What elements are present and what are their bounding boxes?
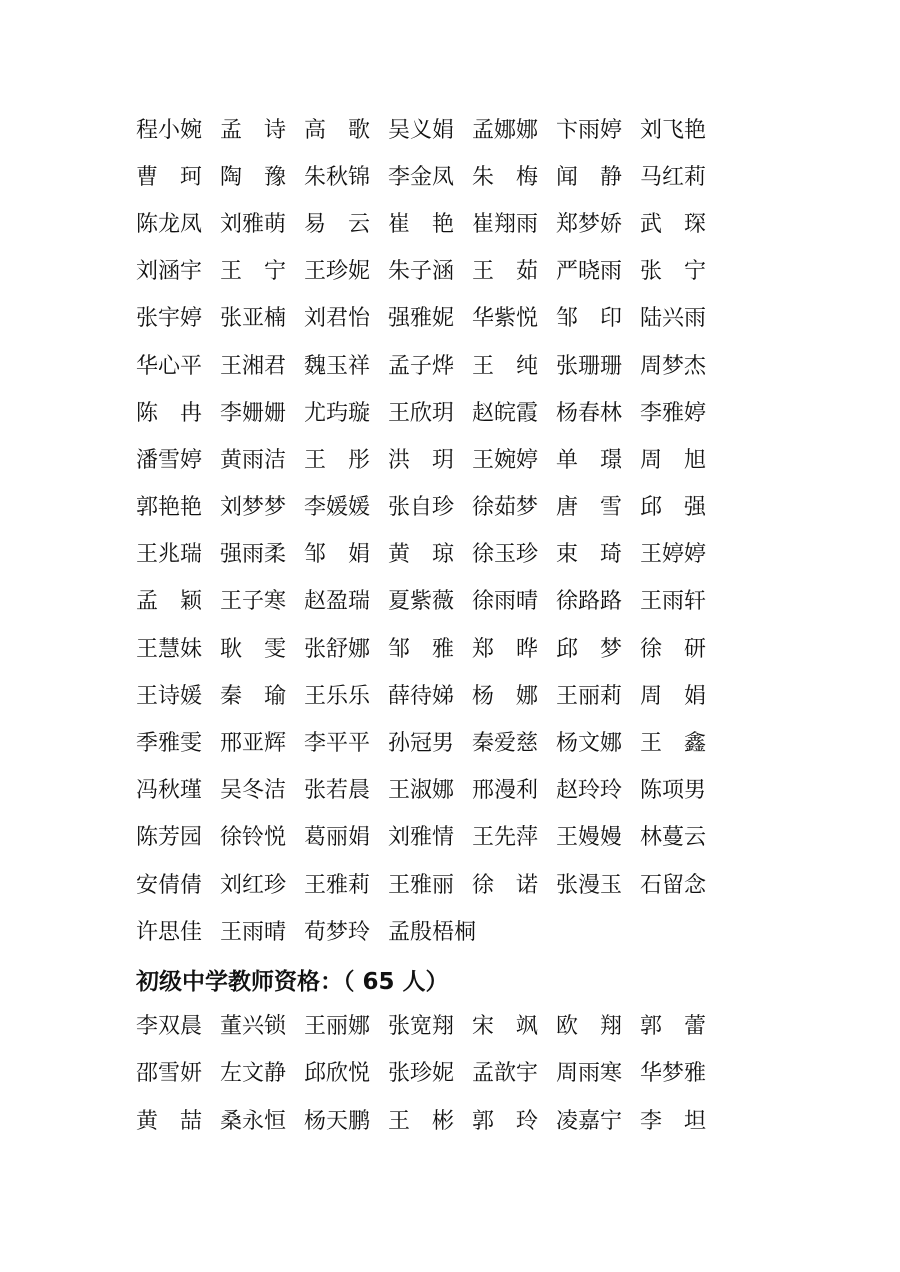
person-name: 石留念 (640, 872, 707, 898)
person-name: 张若晨 (304, 778, 371, 804)
person-name: 周 旭 (640, 447, 707, 473)
person-name: 王 彬 (388, 1108, 455, 1134)
name-row (136, 815, 736, 862)
person-name: 强雨柔 (220, 542, 287, 568)
person-name: 陈项男 (640, 778, 707, 804)
person-name: 邢亚辉 (220, 731, 287, 757)
person-name: 周梦杰 (640, 353, 707, 379)
person-name: 张珊珊 (556, 353, 623, 379)
person-name: 王雨晴 (220, 919, 287, 945)
person-name: 李雅婷 (640, 400, 707, 426)
person-name: 王子寒 (220, 589, 287, 615)
person-name: 武 琛 (640, 211, 707, 237)
person-name: 邵雪妍 (136, 1061, 203, 1087)
person-name: 张宇婷 (136, 306, 203, 332)
person-name: 林蔓云 (640, 825, 707, 851)
name-row (136, 154, 736, 201)
person-name: 王慧妹 (136, 636, 203, 662)
person-name: 杨文娜 (556, 731, 623, 757)
name-row (136, 1098, 736, 1145)
person-name: 华紫悦 (472, 306, 539, 332)
person-name: 华心平 (136, 353, 203, 379)
person-name: 朱子涵 (388, 259, 455, 285)
person-name: 郭艳艳 (136, 495, 203, 521)
person-name: 王雅丽 (388, 872, 455, 898)
person-name: 黄 喆 (136, 1108, 203, 1134)
person-name: 孟娜娜 (472, 117, 539, 143)
person-name: 郭 玲 (472, 1108, 539, 1134)
person-name: 王湘君 (220, 353, 287, 379)
person-name: 朱 梅 (472, 164, 539, 190)
person-name: 葛丽娟 (304, 825, 371, 851)
person-name: 王 纯 (472, 353, 539, 379)
person-name: 王丽莉 (556, 683, 623, 709)
person-name: 王 彤 (304, 447, 371, 473)
name-row (136, 768, 736, 815)
person-name: 郑 晔 (472, 636, 539, 662)
person-name: 陶 豫 (220, 164, 287, 190)
person-name: 荀梦玲 (304, 919, 371, 945)
name-row (136, 579, 736, 626)
name-row (136, 249, 736, 296)
person-name: 王淑娜 (388, 778, 455, 804)
person-name: 张亚楠 (220, 306, 287, 332)
document-page (136, 107, 736, 1145)
person-name: 王兆瑞 (136, 542, 203, 568)
person-name: 宋 飒 (472, 1014, 539, 1040)
person-name: 邹 雅 (388, 636, 455, 662)
person-name: 耿 雯 (220, 636, 287, 662)
person-name: 张宽翔 (388, 1014, 455, 1040)
person-name: 崔翔雨 (472, 211, 539, 237)
person-name: 徐铃悦 (220, 825, 287, 851)
person-name: 崔 艳 (388, 211, 455, 237)
person-name: 王雅莉 (304, 872, 371, 898)
person-name: 王婉婷 (472, 447, 539, 473)
person-name: 吴义娟 (388, 117, 455, 143)
person-name: 程小婉 (136, 117, 203, 143)
person-name: 桑永恒 (220, 1108, 287, 1134)
person-name: 徐雨晴 (472, 589, 539, 615)
person-name: 孟 诗 (220, 117, 287, 143)
person-name: 董兴锁 (220, 1014, 287, 1040)
name-row (136, 1051, 736, 1098)
name-list-section-junior-middle (136, 1004, 736, 1146)
name-row (136, 107, 736, 154)
name-row (136, 201, 736, 248)
name-row (136, 673, 736, 720)
person-name: 黄雨洁 (220, 447, 287, 473)
name-row (136, 437, 736, 484)
person-name: 单 璟 (556, 447, 623, 473)
person-name: 卞雨婷 (556, 117, 623, 143)
person-name: 易 云 (304, 211, 371, 237)
person-name: 王 鑫 (640, 731, 707, 757)
person-name: 秦爱慈 (472, 731, 539, 757)
person-name: 束 琦 (556, 542, 623, 568)
person-name: 张珍妮 (388, 1061, 455, 1087)
person-name: 刘雅萌 (220, 211, 287, 237)
name-row (136, 720, 736, 767)
person-name: 尤玙璇 (304, 400, 371, 426)
person-name: 邱 强 (640, 495, 707, 521)
person-name: 刘涵宇 (136, 259, 203, 285)
person-name: 王 宁 (220, 259, 287, 285)
person-name: 曹 珂 (136, 164, 203, 190)
section-heading: 初级中学教师资格：（ 65 人） (136, 969, 449, 996)
person-name: 秦 瑜 (220, 683, 287, 709)
person-name: 王雨轩 (640, 589, 707, 615)
person-name: 王 茹 (472, 259, 539, 285)
person-name: 唐 雪 (556, 495, 623, 521)
person-name: 杨 娜 (472, 683, 539, 709)
person-name: 孙冠男 (388, 731, 455, 757)
person-name: 邹 娟 (304, 542, 371, 568)
person-name: 李双晨 (136, 1014, 203, 1040)
person-name: 郭 蕾 (640, 1014, 707, 1040)
person-name: 左文静 (220, 1061, 287, 1087)
person-name: 李金凤 (388, 164, 455, 190)
person-name: 王婷婷 (640, 542, 707, 568)
person-name: 赵盈瑞 (304, 589, 371, 615)
person-name: 潘雪婷 (136, 447, 203, 473)
person-name: 孟歆宇 (472, 1061, 539, 1087)
person-name: 郑梦娇 (556, 211, 623, 237)
person-name: 陆兴雨 (640, 306, 707, 332)
person-name: 凌嘉宁 (556, 1108, 623, 1134)
person-name: 邱 梦 (556, 636, 623, 662)
person-name: 邢漫利 (472, 778, 539, 804)
person-name: 王乐乐 (304, 683, 371, 709)
name-row (136, 485, 736, 532)
person-name: 夏紫薇 (388, 589, 455, 615)
person-name: 赵玲玲 (556, 778, 623, 804)
person-name: 孟子烨 (388, 353, 455, 379)
person-name: 严晓雨 (556, 259, 623, 285)
person-name: 安倩倩 (136, 872, 203, 898)
person-name: 张漫玉 (556, 872, 623, 898)
person-name: 冯秋瑾 (136, 778, 203, 804)
person-name: 徐玉珍 (472, 542, 539, 568)
person-name: 朱秋锦 (304, 164, 371, 190)
person-name: 邹 印 (556, 306, 623, 332)
person-name: 刘梦梦 (220, 495, 287, 521)
person-name: 徐茹梦 (472, 495, 539, 521)
person-name: 孟殷梧桐 (388, 919, 477, 945)
person-name: 徐 诺 (472, 872, 539, 898)
name-row (136, 1004, 736, 1051)
person-name: 陈芳园 (136, 825, 203, 851)
person-name: 周雨寒 (556, 1061, 623, 1087)
person-name: 许思佳 (136, 919, 203, 945)
person-name: 王嫚嫚 (556, 825, 623, 851)
name-row (136, 909, 736, 956)
person-name: 王先萍 (472, 825, 539, 851)
person-name: 欧 翔 (556, 1014, 623, 1040)
person-name: 杨天鹏 (304, 1108, 371, 1134)
person-name: 赵皖霞 (472, 400, 539, 426)
person-name: 杨春林 (556, 400, 623, 426)
person-name: 周 娟 (640, 683, 707, 709)
person-name: 王欣玥 (388, 400, 455, 426)
person-name: 徐 研 (640, 636, 707, 662)
name-row (136, 626, 736, 673)
person-name: 王诗媛 (136, 683, 203, 709)
name-row (136, 296, 736, 343)
person-name: 强雅妮 (388, 306, 455, 332)
person-name: 张自珍 (388, 495, 455, 521)
name-list-section (136, 107, 736, 956)
person-name: 李 坦 (640, 1108, 707, 1134)
person-name: 邱欣悦 (304, 1061, 371, 1087)
person-name: 徐路路 (556, 589, 623, 615)
person-name: 孟 颖 (136, 589, 203, 615)
person-name: 闻 静 (556, 164, 623, 190)
person-name: 张 宁 (640, 259, 707, 285)
person-name: 马红莉 (640, 164, 707, 190)
person-name: 高 歌 (304, 117, 371, 143)
person-name: 陈龙凤 (136, 211, 203, 237)
person-name: 刘雅情 (388, 825, 455, 851)
person-name: 吴冬洁 (220, 778, 287, 804)
name-row (136, 343, 736, 390)
person-name: 刘红珍 (220, 872, 287, 898)
person-name: 陈 冉 (136, 400, 203, 426)
person-name: 李媛媛 (304, 495, 371, 521)
person-name: 季雅雯 (136, 731, 203, 757)
person-name: 华梦雅 (640, 1061, 707, 1087)
person-name: 洪 玥 (388, 447, 455, 473)
person-name: 刘飞艳 (640, 117, 707, 143)
name-row (136, 862, 736, 909)
person-name: 王珍妮 (304, 259, 371, 285)
person-name: 黄 琼 (388, 542, 455, 568)
name-row (136, 390, 736, 437)
person-name: 魏玉祥 (304, 353, 371, 379)
person-name: 薛待娣 (388, 683, 455, 709)
person-name: 张舒娜 (304, 636, 371, 662)
person-name: 刘君怡 (304, 306, 371, 332)
name-row (136, 532, 736, 579)
person-name: 李平平 (304, 731, 371, 757)
person-name: 王丽娜 (304, 1014, 371, 1040)
person-name: 李姗姗 (220, 400, 287, 426)
